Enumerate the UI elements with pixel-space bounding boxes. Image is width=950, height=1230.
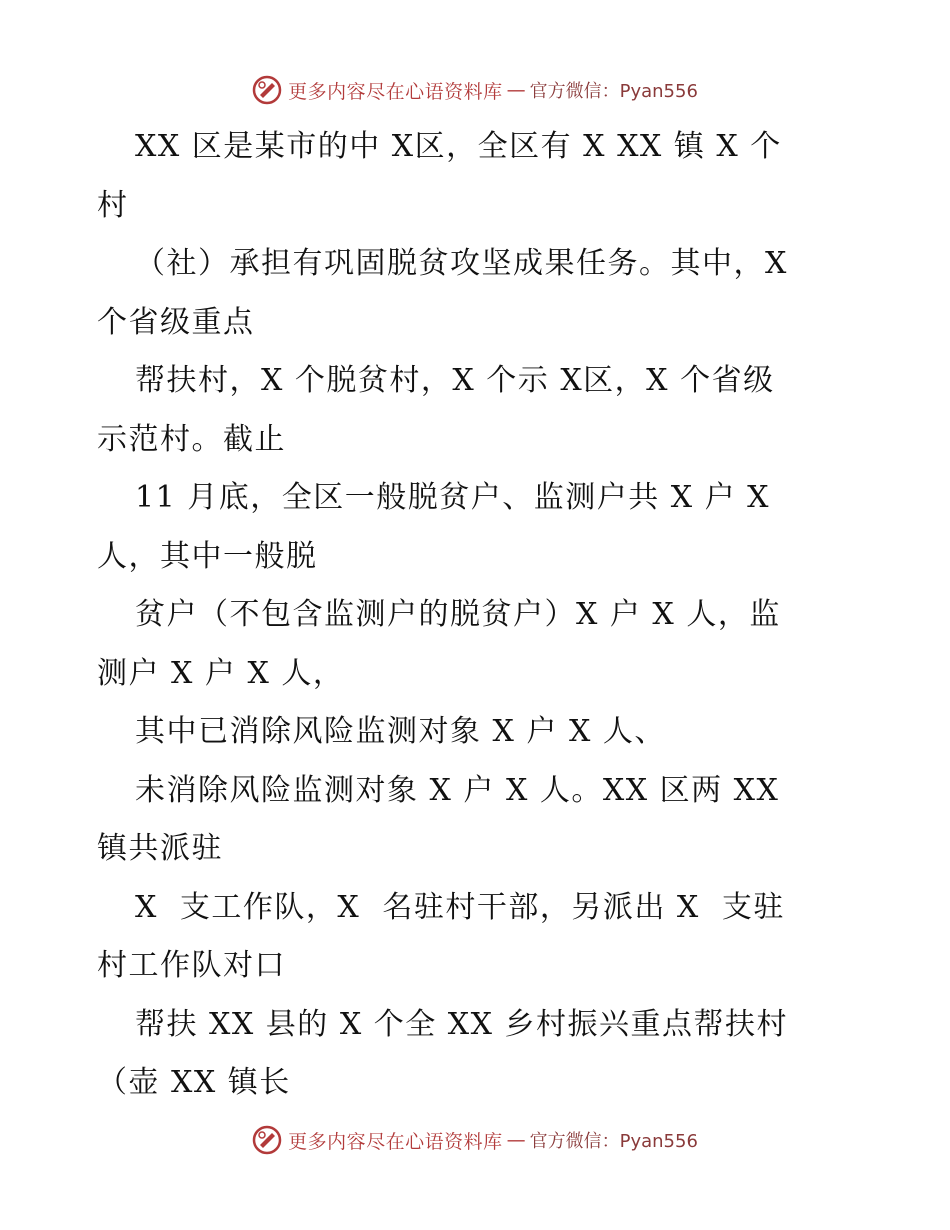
logo-icon bbox=[252, 1125, 282, 1155]
header-banner bbox=[0, 70, 950, 110]
text-line: （社）承担有巩固脱贫攻坚成果任务。其中，X bbox=[135, 246, 788, 281]
banner-wechat: 官方微信：Pyan556 bbox=[529, 81, 698, 102]
text-line: 帮扶村，X 个脱贫村，X 个示 X区，X 个省级 bbox=[135, 363, 775, 398]
banner-separator: — bbox=[506, 1129, 526, 1151]
text-line: 其中已消除风险监测对象 X 户 X 人、 bbox=[135, 714, 666, 749]
banner-wechat: 官方微信：Pyan556 bbox=[529, 1131, 698, 1152]
footer-banner bbox=[0, 1120, 950, 1160]
text-line: （壶 XX 镇长 bbox=[97, 1065, 291, 1100]
text-line: 镇共派驻 bbox=[97, 831, 223, 866]
text-line: 村 bbox=[97, 187, 129, 223]
text-line: 人，其中一般脱 bbox=[97, 538, 318, 574]
text-line: 11 月底，全区一般脱贫户、监测户共 X 户 X bbox=[135, 480, 771, 515]
text-line: 示范村。截止 bbox=[97, 421, 286, 457]
text-line: X 支工作队，X 名驻村干部，另派出 X 支驻 bbox=[135, 889, 785, 925]
text-line: 村工作队对口 bbox=[97, 948, 286, 983]
text-line: XX 区是某市的中 X区，全区有 X XX 镇 X 个 bbox=[135, 129, 782, 164]
text-line: 帮扶 XX 县的 X 个全 XX 乡村振兴重点帮扶村 bbox=[135, 1006, 789, 1042]
banner-separator: — bbox=[506, 79, 526, 101]
logo-icon bbox=[252, 75, 282, 105]
banner-site-text: 更多内容尽在心语资料库 bbox=[288, 80, 503, 103]
text-line: 个省级重点 bbox=[97, 304, 255, 340]
text-line: 贫户（不包含监测户的脱贫户）X 户 X 人，监 bbox=[135, 597, 781, 632]
text-line: 测户 X 户 X 人， bbox=[97, 655, 345, 691]
text-line: 未消除风险监测对象 X 户 X 人。XX 区两 XX bbox=[135, 772, 780, 808]
document-body bbox=[97, 118, 857, 1113]
banner-site-text: 更多内容尽在心语资料库 bbox=[288, 1130, 503, 1153]
